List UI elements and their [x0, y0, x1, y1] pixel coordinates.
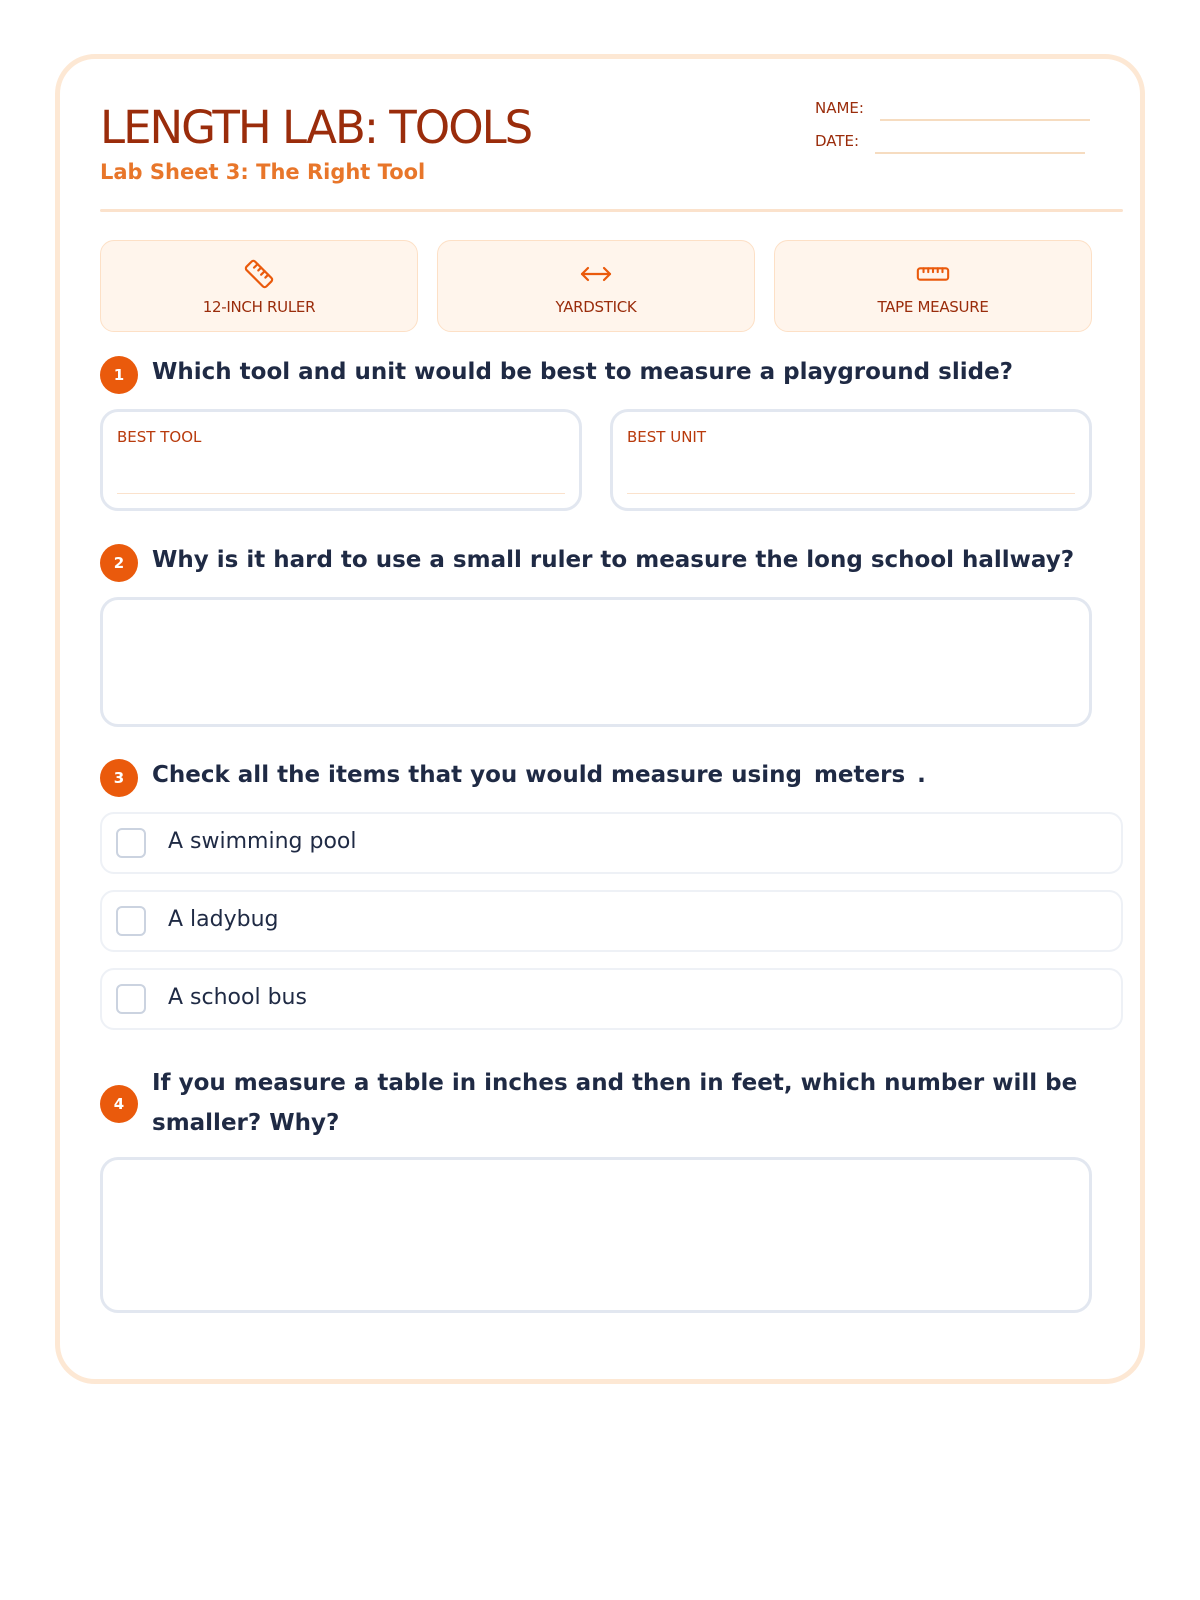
ruler-icon: [241, 256, 277, 292]
checkbox[interactable]: [116, 828, 146, 858]
worksheet-card: [55, 54, 1145, 1384]
page-title: LENGTH LAB: TOOLS: [100, 101, 532, 154]
question-4-answer-box[interactable]: [100, 1157, 1092, 1313]
best-unit-label: BEST UNIT: [627, 428, 707, 446]
tape-measure-icon: [915, 256, 951, 292]
question-3-text-before: Check all the items that you would measure using: [152, 762, 802, 788]
tool-card-yardstick: [437, 240, 755, 332]
best-unit-line: [627, 493, 1075, 494]
best-tool-field[interactable]: [100, 409, 582, 511]
checkbox[interactable]: [116, 906, 146, 936]
tool-label-ruler: 12-INCH RULER: [202, 298, 316, 316]
arrows-horizontal-icon: [578, 256, 614, 292]
best-unit-field[interactable]: [610, 409, 1092, 511]
date-label: DATE:: [815, 132, 860, 150]
question-2-text: Why is it hard to use a small ruler to measure the long school hallway?: [152, 547, 1075, 573]
question-3-emphasis: meters: [813, 762, 906, 788]
option-school-bus[interactable]: [100, 968, 1123, 1030]
option-ladybug[interactable]: [100, 890, 1123, 952]
tool-label-tape-measure: TAPE MEASURE: [877, 298, 989, 316]
question-4-text: If you measure a table in inches and then in feet, which number will be smaller? Why?: [152, 1070, 1078, 1136]
checkbox[interactable]: [116, 984, 146, 1014]
question-number-2: 2: [100, 544, 138, 582]
best-tool-line: [117, 493, 565, 494]
date-line[interactable]: [875, 152, 1085, 154]
option-label: A swimming pool: [168, 829, 357, 854]
question-number-4: 4: [100, 1085, 138, 1123]
question-3-text: [152, 762, 926, 788]
name-line[interactable]: [880, 119, 1090, 121]
tool-card-tape-measure: [774, 240, 1092, 332]
name-label: NAME:: [815, 99, 864, 117]
option-label: A school bus: [168, 985, 307, 1010]
tool-card-ruler: [100, 240, 418, 332]
question-2-answer-box[interactable]: [100, 597, 1092, 727]
header-divider: [100, 209, 1123, 212]
question-number-3: 3: [100, 759, 138, 797]
best-tool-label: BEST TOOL: [117, 428, 202, 446]
option-swimming-pool[interactable]: [100, 812, 1123, 874]
page-subtitle: Lab Sheet 3: The Right Tool: [100, 160, 426, 184]
question-3-text-after: .: [917, 762, 926, 788]
tool-label-yardstick: YARDSTICK: [555, 298, 637, 316]
question-1-text: Which tool and unit would be best to measure a playground slide?: [152, 359, 1014, 385]
question-number-1: 1: [100, 356, 138, 394]
option-label: A ladybug: [168, 907, 279, 932]
